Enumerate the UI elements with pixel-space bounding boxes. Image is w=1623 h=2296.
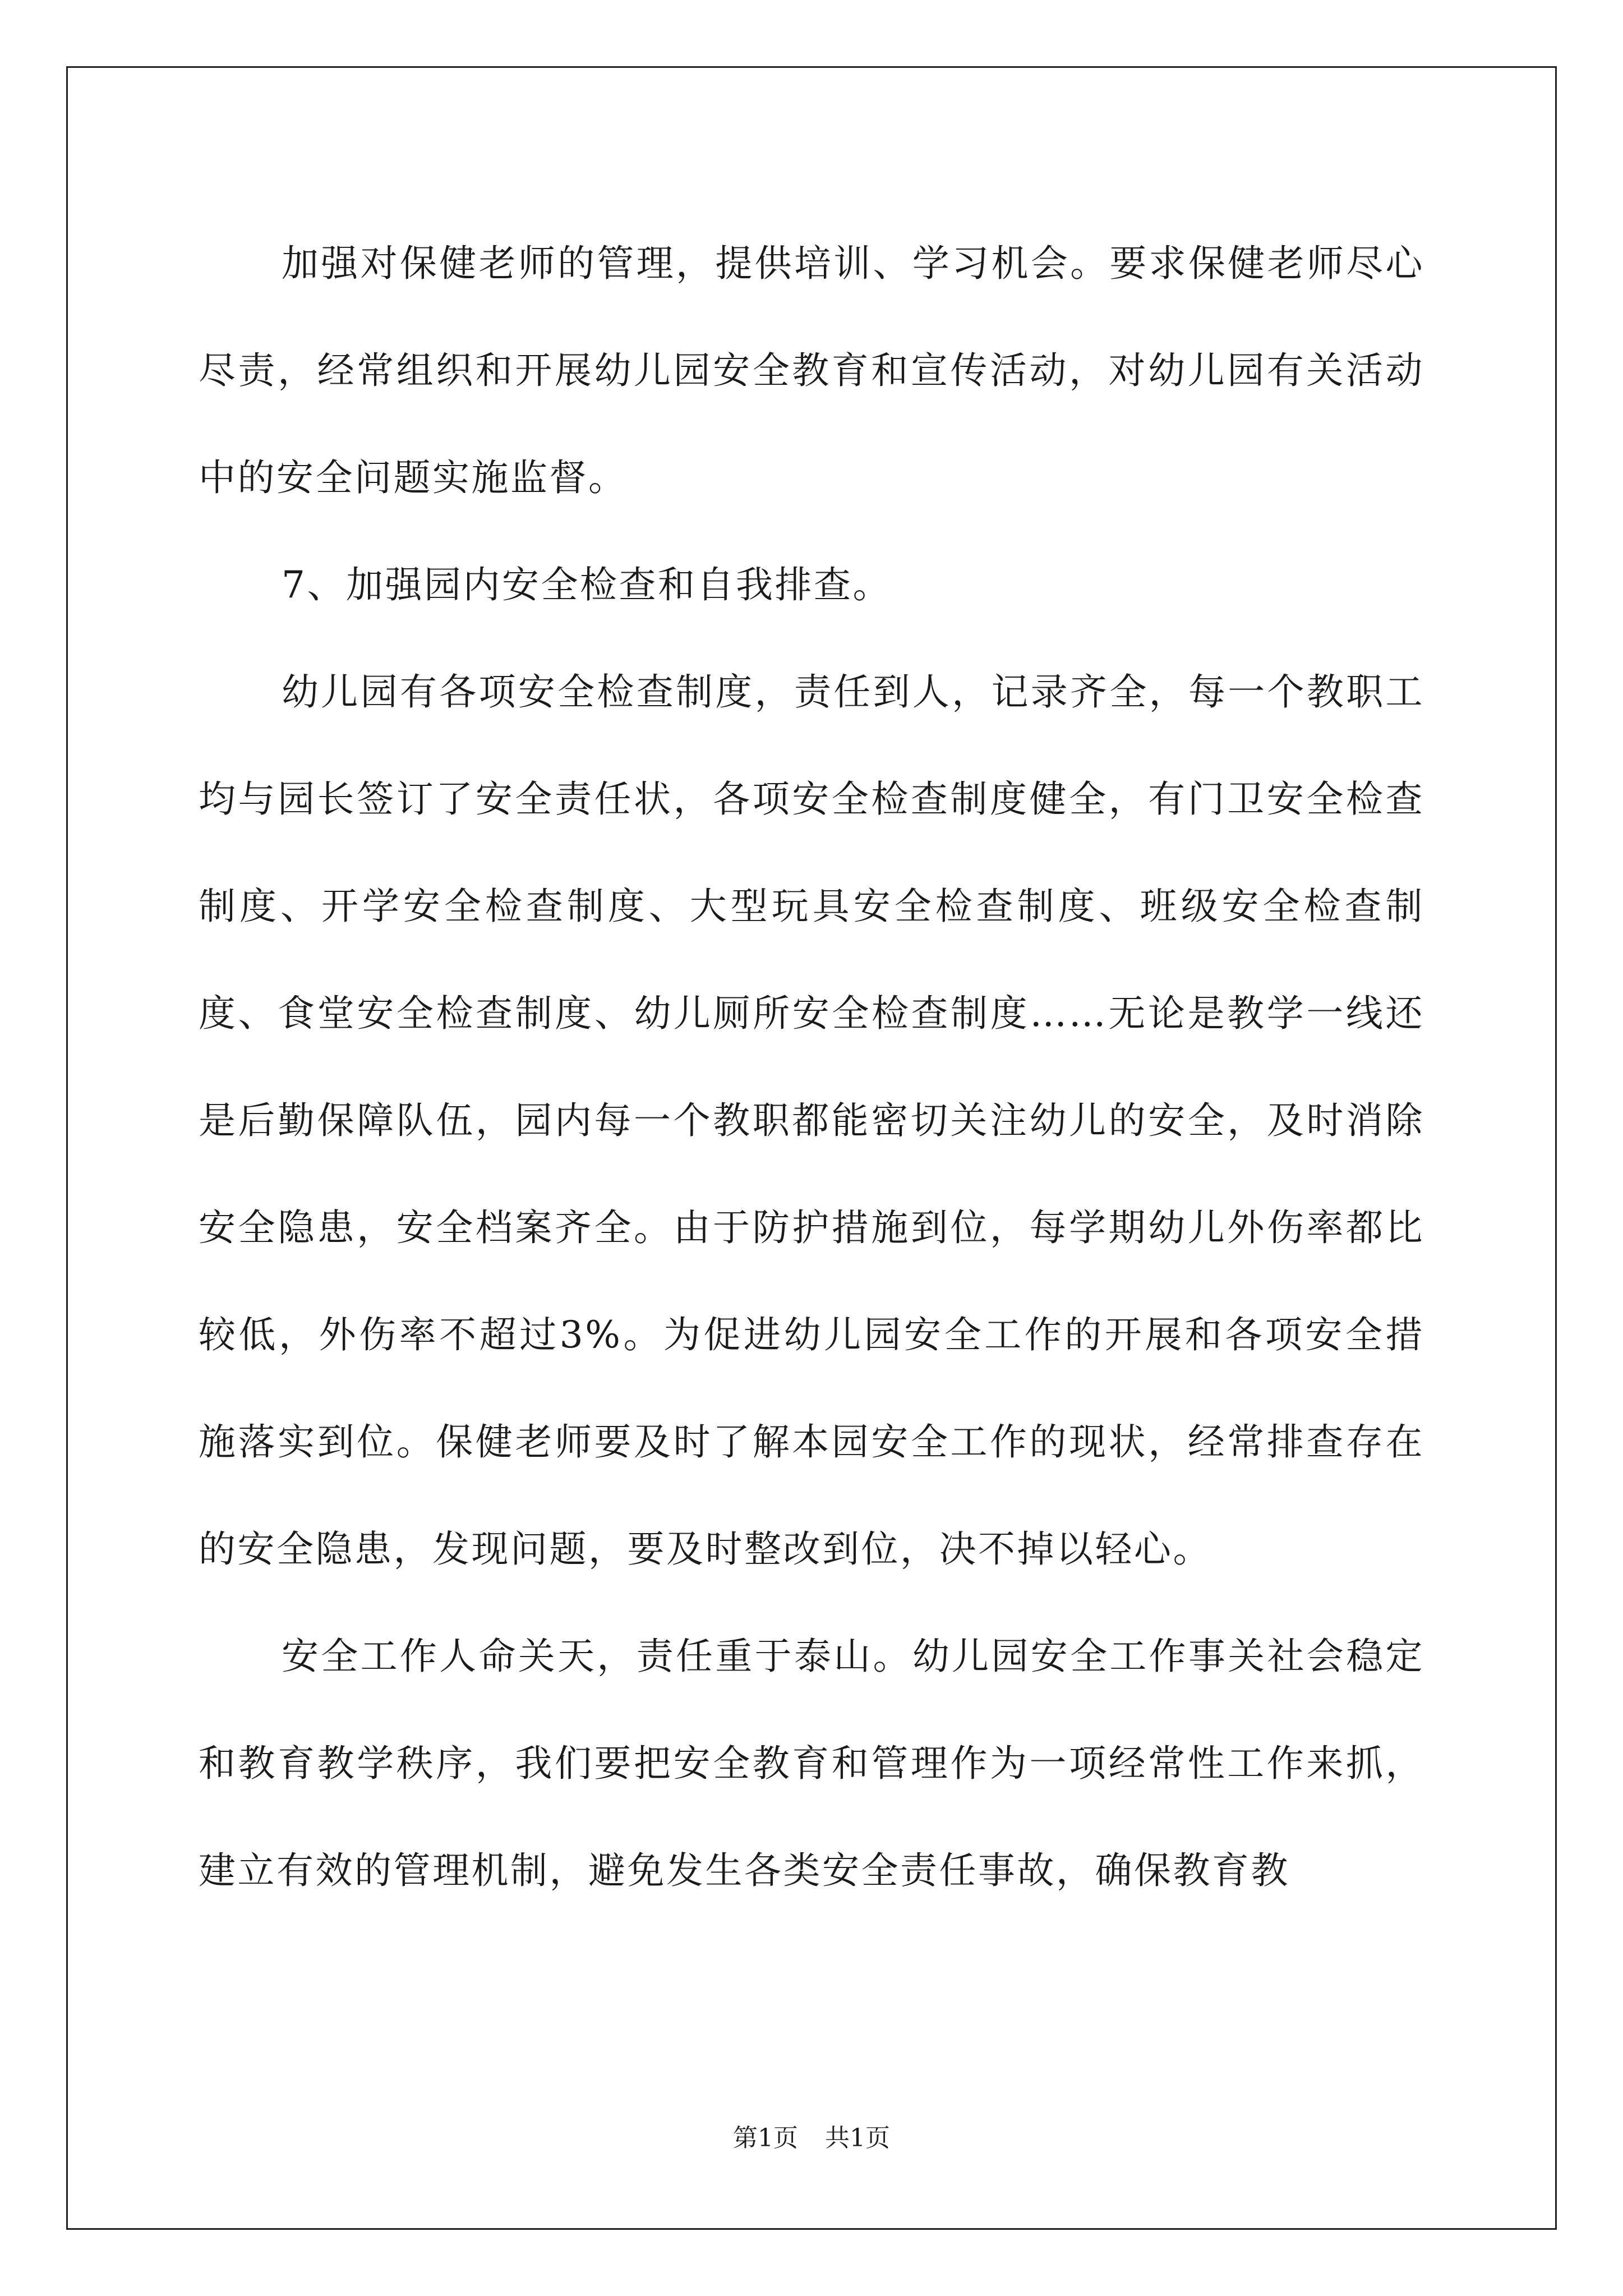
paragraph-health-teacher: 加强对保健老师的管理，提供培训、学习机会。要求保健老师尽心尽责，经常组织和开展幼儿园安全教育和宣传活动，对幼儿园有关活动中的安全问题实施监督。 <box>199 242 1424 499</box>
paragraph-safety-inspection: 幼儿园有各项安全检查制度，责任到人，记录齐全，每一个教职工均与园长签订了安全责任状，各项安全检查制度健全，有门卫安全检查制度、开学安全检查制度、大型玩具安全检查制度、班级安全检查制度、食堂安全检查制度、幼儿厕所安全检查制度……无论是教学一线还是后勤保障队伍，园内每一个教职都能密切关注幼儿的安全，及时消除安全隐患，安全档案齐全。由于防护措施到位，每学期幼儿外伤率都比较低，外伤率不超过3%。为促进幼儿园安全工作的开展和各项安全措施落实到位。保健老师要及时了解本园安全工作的现状，经常排查存在的安全隐患，发现问题，要及时整改到位，决不掉以轻心。 <box>199 670 1424 1571</box>
paragraph-heading-7: 7、加强园内安全检查和自我排查。 <box>282 563 892 606</box>
page-total: 共1页 <box>825 2124 890 2152</box>
page-footer <box>0 2122 1623 2155</box>
paragraph-conclusion: 安全工作人命关天，责任重于泰山。幼儿园安全工作事关社会稳定和教育教学秩序，我们要把安全教育和管理作为一项经常性工作来抓，建立有效的管理机制，避免发生各类安全责任事故，确保教育教 <box>199 1635 1424 1892</box>
document-body <box>199 210 1424 1924</box>
page-number: 第1页 <box>733 2124 798 2152</box>
